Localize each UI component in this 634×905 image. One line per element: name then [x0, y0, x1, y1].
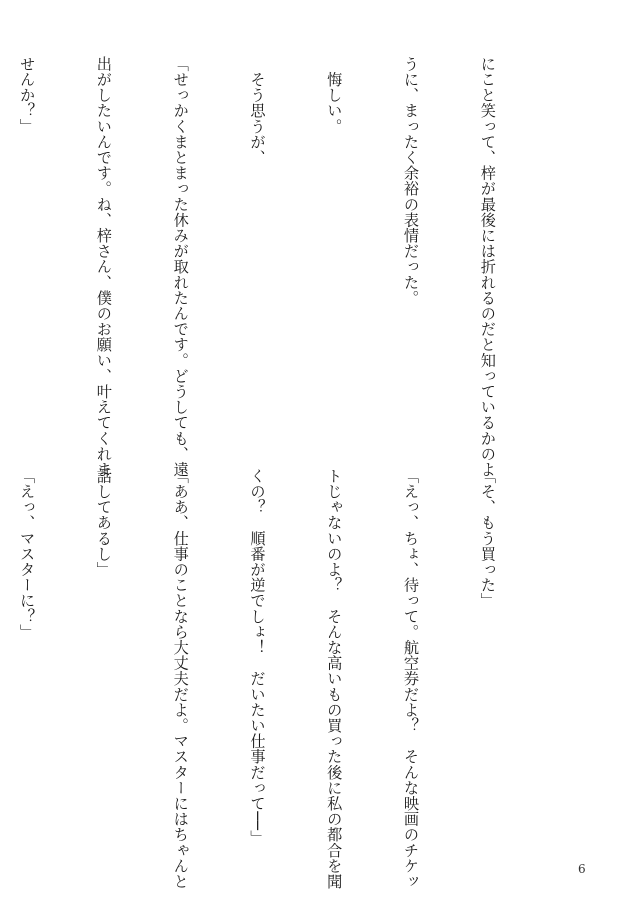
text-line: 「えっ、マスターに？」 [18, 468, 37, 640]
text-line: 「せっかくまとまった休みが取れたんです。どうしても、遠 [171, 56, 190, 478]
text-line: くの？ 順番が逆でしょ！ だいたい仕事だって──」 [248, 468, 267, 846]
text-line: せんか？」 [18, 56, 37, 134]
text-line: うに、まったく余裕の表情だった。 [402, 56, 421, 306]
text-line: 悔しい。 [325, 56, 344, 134]
text-line: そう思うが、 [248, 56, 267, 166]
text-line: 「ああ、仕事のことなら大丈夫だよ。マスターにはちゃんと [171, 468, 190, 890]
lower-text-block [0, 468, 551, 890]
text-line: にこと笑って、梓が最後には折れるのだと知っているかのよ [478, 56, 497, 478]
page-number: 6 [578, 862, 586, 876]
upper-text-block [0, 56, 551, 478]
text-line: 話してあるし」 [94, 468, 113, 578]
text-line: 「そ、もう買った」 [478, 468, 497, 609]
text-line: 「えっ、ちょ、待って。航空券だよ？ そんな映画のチケッ [402, 468, 421, 890]
text-line: 出がしたいんです。ね、梓さん、僕のお願い、叶えてくれま [94, 56, 113, 478]
text-line: トじゃないのよ？ そんな高いもの買った後に私の都合を聞 [325, 468, 344, 890]
